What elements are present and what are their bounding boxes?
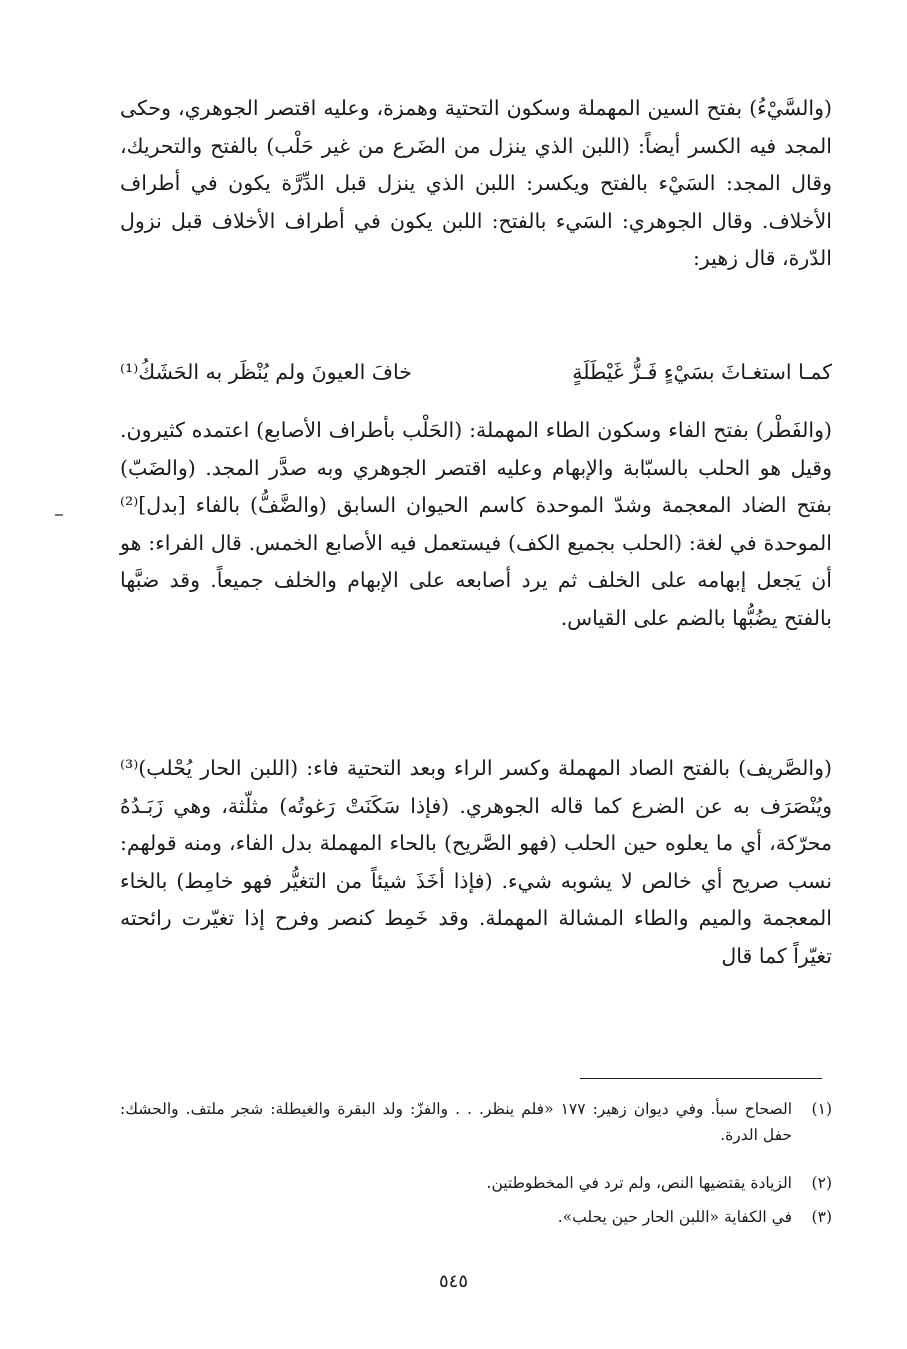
footnote-text: الزيادة يقتضيها النص، ولم ترد في المخطوطتين.	[486, 1174, 792, 1192]
paragraph-sarif: (والصَّريف) بالفتح الصاد المهملة وكسر الراء وبعد التحتية فاء: (اللبن الحار يُحْلب)⁽³⁾ ويُنْصَرَف به عن الضرع كما قاله الجوهري. (فإذا سَكَنَتْ رَغوتُه) مثلّثة، وهي زَبَـدُهُ محرّكة، أي ما يعلوه حين الحلب (فهو الصَّريح) بالحاء المهملة بدل الفاء، ومنه قولهم: نسب صريح أي خالص لا يشوبه شيء. (فإذا أخَذَ شيئاً من التغيُّر فهو خامِط) بالخاء المعجمة والميم والطاء المشالة المهملة. وقد خَمِط كنصر وفرح إذا تغيّرت رائحته تغيّراً كما قال	[120, 756, 833, 968]
verse-line	[120, 352, 832, 392]
page-number: ٥٤٥	[438, 1271, 468, 1292]
verse-second-hemistich: خافَ العيونَ ولم يُنْظَر به الحَشَكُ⁽¹⁾	[120, 360, 412, 384]
footnote-number: (٣)	[811, 1208, 832, 1226]
footnote-text: الصحاح سبأ. وفي ديوان زهير: ١٧٧ «فلم ينظر. . . والفزّ: ولد البقرة والغيطلة: شجر ملتف. والحشك: حفل الدرة.	[120, 1100, 793, 1144]
footnote-text: في الكفاية «اللبن الحار حين يحلب».	[557, 1208, 792, 1226]
paragraph-fatr: (والفَطْر) بفتح الفاء وسكون الطاء المهملة: (الحَلْب بأطراف الأصابع) اعتمده كثيرون. وقيل هو الحلب بالسبّابة والإبهام وعليه اقتصر الجوهري وبه صدَّر المجد. (والضَبّ) بفتح الضاد المعجمة وشدّ الموحدة كاسم الحيوان السابق (والضَّفُّ) بالفاء [بدل]⁽²⁾ الموحدة في لغة: (الحلب بجميع الكف) فيستعمل فيه الأصابع الخمس. قال الفراء: هو أن يَجعل إبهامه على الخلف ثم يرد أصابعه على الإبهام والخلف جميعاً. وقد ضبَّها بالفتح يضُبُّها بالضم على القياس.	[120, 418, 832, 630]
footnote-separator	[580, 1078, 822, 1079]
paragraph-sayy: (والسَّيْءُ) بفتح السين المهملة وسكون التحتية وهمزة، وعليه اقتصر الجوهري، وحكى المجد فيه الكسر أيضاً: (اللبن الذي ينزل من الضَرع من غير حَلْب) بالفتح والتحريك، وقال المجد: السَيْء بالفتح ويكسر: اللبن الذي ينزل قبل الدِّرَّة يكون في أطراف الأخلاف. وقال الجوهري: السَيء بالفتح: اللبن يكون في أطراف الأخلاف قبل نزول الدّرة، قال زهير:	[120, 96, 832, 270]
margin-mark	[55, 514, 63, 516]
footnote-3	[120, 1204, 832, 1230]
footnote-number: (٢)	[811, 1174, 832, 1192]
footnote-1	[120, 1096, 832, 1148]
footnote-2	[120, 1170, 832, 1196]
verse-first-hemistich: كمـا استغـاثَ بسَيْءٍ فَـزُّ غَيْطَلَةٍ	[572, 360, 832, 384]
footnote-number: (١)	[811, 1100, 832, 1118]
